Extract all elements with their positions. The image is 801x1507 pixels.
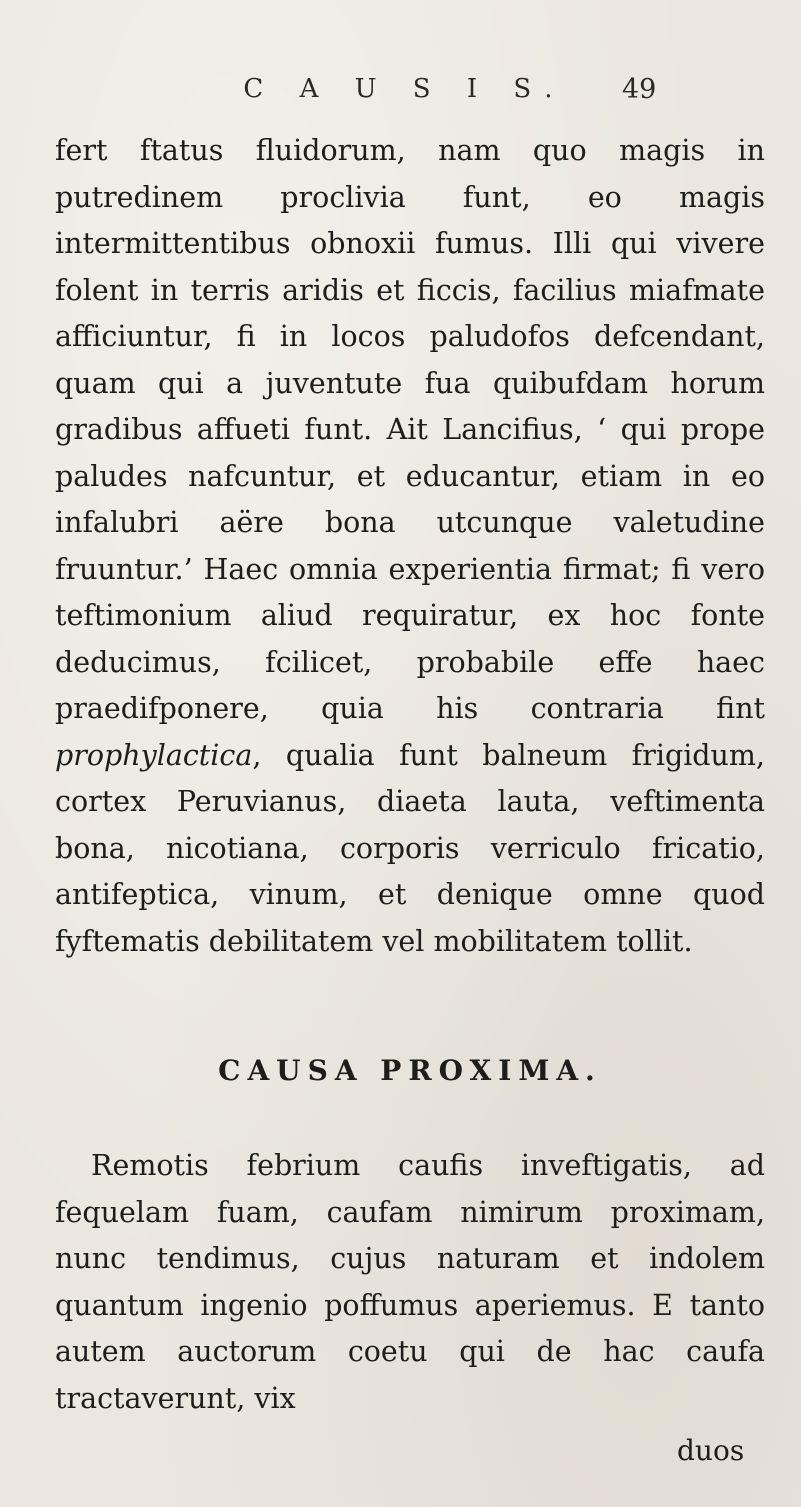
italic-term-prophylactica: prophylactica [55, 738, 253, 772]
paragraph-causes [55, 128, 765, 965]
paragraph-text-part-1: fert ftatus fluidorum, nam quo magis in putredinem proclivia funt, eo magis intermittentibus obnoxii fumus. Illi qui vivere folent in terris aridis et ficcis, facilius miafmate afficiuntur, fi in locos paludofos defcendant, quam qui a juventute fua quibufdam horum gradibus affueti funt. Ait Lancifius, ‘ qui prope paludes nafcuntur, et educantur, etiam in eo infalubri aëre bona utcunque valetudine fruuntur.’ Haec omnia experientia firmat; fi vero teftimonium aliud requiratur, ex hoc fonte deducimus, fcilicet, probabile effe haec praedifponere, quia his contraria fint [55, 134, 765, 725]
paragraph-proximate-cause: Remotis febrium caufis inveftigatis, ad fequelam fuam, caufam nimirum proximam, nunc tendimus, cujus naturam et indolem quantum ingenio poffumus aperiemus. E tanto autem auctorum coetu qui de hac caufa tractaverunt, vix [55, 1149, 765, 1415]
running-head: C A U S I S. [243, 74, 567, 104]
catchword: duos [677, 1434, 745, 1467]
paragraph-text-part-2: , qualia funt balneum frigidum, cortex Peruvianus, diaeta lauta, veftimenta bona, nicotiana, corporis verriculo fricatio, antifeptica, vinum, et denique omne quod fyftematis debilitatem vel mobilitatem tollit. [55, 738, 765, 958]
page-number: 49 [622, 74, 657, 105]
section-heading: CAUSA PROXIMA. [218, 1054, 602, 1087]
